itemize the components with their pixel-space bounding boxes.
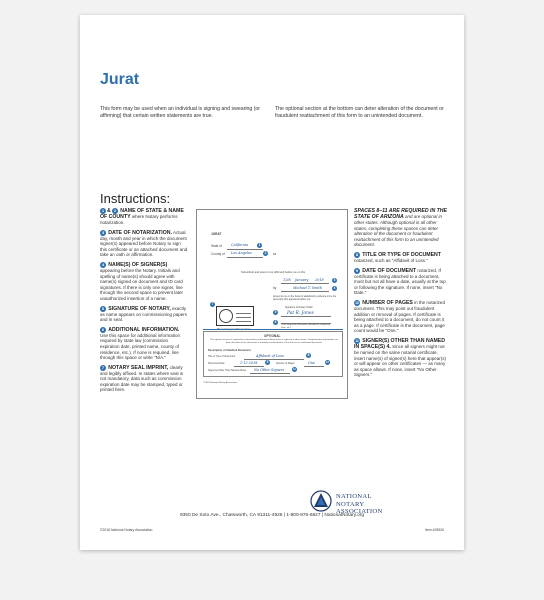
- number-badge: 7: [101, 364, 105, 370]
- bubble-3: 3: [333, 278, 336, 282]
- ampersand: &: [107, 208, 111, 214]
- optional-text: This optional section is required for notarizations performed in Arizona but is optional in other states. Completing this information can deter alteration of the document or fraudulent reattachment of this form to an unintended document.: [209, 339, 339, 344]
- other-info-label: Other Required Information (Residence, Expiration Date, etc.): [281, 324, 331, 329]
- form-jurat-label: JURAT: [211, 232, 222, 236]
- arizona-requirement: [354, 208, 450, 248]
- instructions-heading: Instructions:: [100, 191, 171, 206]
- instructions-right-column: [354, 208, 450, 382]
- nna-logo-icon: [310, 490, 332, 512]
- description-heading: Description of Attached Document: [208, 349, 251, 352]
- bubble-2: 2: [264, 251, 267, 255]
- bubble-11: 11: [293, 368, 296, 371]
- instruction-text: notarized, such as "Affidavit of Loss.": [354, 257, 428, 263]
- bubble-1: 1: [258, 243, 261, 247]
- instruction-heading: SIGNATURE OF NOTARY,: [108, 305, 171, 312]
- intro-left: This form may be used when an individual is signing and swearing (or affirming) that certain written statements are true.: [100, 106, 261, 119]
- instruction-heading: NUMBER OF PAGES: [362, 299, 413, 306]
- signer-line: [281, 291, 329, 292]
- instruction-item-7: [100, 365, 188, 393]
- seal-line: [236, 321, 251, 322]
- optional-divider: [203, 329, 343, 330]
- pages-label: Number of Pages: [276, 362, 295, 365]
- state-label: State of: [211, 244, 222, 248]
- seal-emblem-icon: [219, 309, 233, 323]
- doc-date-label: Document Date: [208, 362, 225, 365]
- logo-line: NATIONAL: [336, 493, 372, 500]
- month-value: January: [295, 278, 309, 282]
- number-badge: 10: [355, 300, 359, 305]
- subscribed-label: Subscribed and sworn to (or affirmed) before me on this: [241, 271, 306, 274]
- instruction-text: Use this space for additional information required by state law (commission expiration date, printed name, county of residence, etc.). If none is required, line through this space or write "N/A.": [100, 332, 181, 361]
- logo-line: ASSOCIATION: [336, 508, 383, 516]
- number-badge: 9: [355, 267, 359, 273]
- instruction-item-4: [100, 262, 188, 302]
- other-signers-label: Signer(s) Other Than Named Above: [208, 369, 247, 372]
- doc-date-value: 1-12-2018: [240, 361, 258, 365]
- instruction-item-3: [100, 230, 188, 258]
- instruction-heading: DATE OF NOTARIZATION.: [108, 229, 172, 236]
- bubble-5: 5: [274, 310, 277, 314]
- bubble-7: 7: [211, 302, 214, 306]
- date-line: [281, 283, 329, 284]
- notary-signature-line: [281, 316, 331, 317]
- number-badge: 3: [101, 229, 105, 235]
- instruction-item-5: [100, 306, 188, 323]
- instruction-item-1-2: [100, 208, 188, 226]
- bubble-10: 10: [326, 361, 329, 364]
- pages-value: One: [308, 361, 315, 365]
- instruction-text: notarized. If certificate is being attached to a document, most but not all have a date, usually at the top or following the signature. If none, insert "No Date.": [354, 267, 446, 296]
- instruction-text: Actual day, month and year in which the document signer(s) appeared before Notary to sign this certificate or an attached document and take an oath or affirmation.: [100, 229, 188, 258]
- instruction-heading: NAME OF STATE & NAME OF COUNTY: [100, 208, 184, 220]
- number-badge: 4: [101, 261, 105, 267]
- jurat-instruction-page: [80, 15, 464, 550]
- copyright: ©2018 National Notary Association: [100, 528, 153, 532]
- day-value: 12th: [283, 278, 291, 282]
- instruction-text: appearing before the Notary. Initials and spelling of name(s) should agree with name(s) signed on document and ID card signatures. If there is only one signer, line through the second space to prevent later unauthorized insertion of a name.: [100, 267, 184, 301]
- ss-label: ss: [273, 252, 277, 256]
- instructions-left-column: [100, 208, 188, 397]
- number-badge: 11: [355, 338, 359, 343]
- instruction-text: exactly as name appears on commissioning papers and in seal.: [100, 305, 188, 323]
- seal-line: [236, 317, 251, 318]
- optional-heading: OPTIONAL: [264, 334, 281, 338]
- bubble-6: 6: [274, 320, 277, 324]
- requirement-text: and are optional in other states. Although optional in all other states, completing these spaces can deter alteration of the document or fraudulent reattachment of this form to an unintended document.: [354, 214, 443, 248]
- signer-value: Michael T. Smith: [293, 286, 322, 290]
- requirement-heading: SPACES 8–11 ARE REQUIRED IN THE STATE OF ARIZONA: [354, 208, 448, 220]
- seal-line: [236, 313, 251, 314]
- bubble-9: 9: [266, 360, 269, 364]
- bubble-8: 8: [307, 353, 310, 357]
- instruction-heading: ADDITIONAL INFORMATION.: [108, 326, 180, 333]
- notary-signature-label: Signature of Notary Public: [285, 306, 313, 309]
- sample-jurat-form: [196, 209, 348, 399]
- state-line: [227, 249, 263, 250]
- instruction-heading: DATE OF DOCUMENT: [362, 267, 417, 274]
- by-label: by: [273, 286, 277, 290]
- state-value: California: [231, 243, 248, 247]
- pages-line: [304, 366, 324, 367]
- number-badge: 8: [355, 251, 359, 257]
- other-signers-line: [250, 373, 290, 374]
- number-badge: 2: [113, 208, 117, 213]
- doc-title-label: Title or Type of Document: [208, 355, 236, 358]
- optional-section: [203, 331, 343, 377]
- intro-right: The optional section at the bottom can deter alteration of the document or fraudulent reattachment of this form to an unintended document.: [275, 106, 444, 119]
- proved-label: proved to me on the basis of satisfactory evidence to be the person(s) who appeared before me.: [273, 295, 337, 301]
- page-title: Jurat: [100, 71, 140, 88]
- instruction-item-6: [100, 327, 188, 361]
- form-footer: ©2018 National Notary Association: [203, 382, 237, 384]
- instruction-text: where Notary performs notarization.: [100, 214, 178, 225]
- county-value: Los Angeles: [231, 251, 252, 255]
- instruction-item-10: [354, 300, 450, 334]
- doc-date-line: [234, 366, 264, 367]
- year-value: 2018: [315, 278, 324, 282]
- notary-seal: [216, 306, 254, 326]
- contact-address: 9350 De Soto Ave., Chatsworth, CA 91311-4926 | 1-800-876-6827 | NationalNotary.org: [179, 513, 365, 518]
- bubble-4: 4: [333, 286, 336, 290]
- number-badge: 1: [101, 208, 105, 213]
- instruction-item-9: [354, 268, 450, 296]
- instruction-item-11: [354, 338, 450, 378]
- instruction-heading: NAME(S) OF SIGNER(S): [108, 261, 168, 268]
- other-signers-value: No Other Signers: [254, 368, 285, 372]
- instruction-heading: SIGNER(S) OTHER THAN NAMED IN SPACE(S) 4.: [354, 337, 445, 350]
- instruction-text: in the notarized document. This may point out fraudulent addition or removal of pages. If certificate is being attached to a document, do not count it as a page. If certificate is the document, page count would be "One.": [354, 299, 445, 334]
- number-badge: 5: [101, 305, 105, 311]
- instruction-text: Since all signers might not be named on the same notarial certificate, insert name(s) of signer(s) here that appear(s) or will appear on other certificates — as many as space allows. If none, insert "No Other Signers.": [354, 343, 447, 378]
- instruction-heading: NOTARY SEAL IMPRINT,: [108, 364, 169, 371]
- county-line: [227, 257, 263, 258]
- county-label: County of: [211, 252, 225, 256]
- logo-line: NOTARY: [336, 500, 365, 508]
- instruction-heading: TITLE OR TYPE OF DOCUMENT: [362, 251, 441, 258]
- item-number: Item #25926: [425, 528, 444, 532]
- notary-signature-value: Pat R. Jones: [287, 311, 314, 316]
- instruction-item-8: [354, 252, 450, 264]
- doc-title-value: Affidavit of Loss: [256, 354, 284, 358]
- doc-title-line: [244, 359, 304, 360]
- number-badge: 6: [101, 326, 105, 332]
- instruction-text: clearly and legibly affixed. In states where seal is not mandatory, data such as commission expiration date may be stamped, typed or printed here.: [100, 364, 183, 393]
